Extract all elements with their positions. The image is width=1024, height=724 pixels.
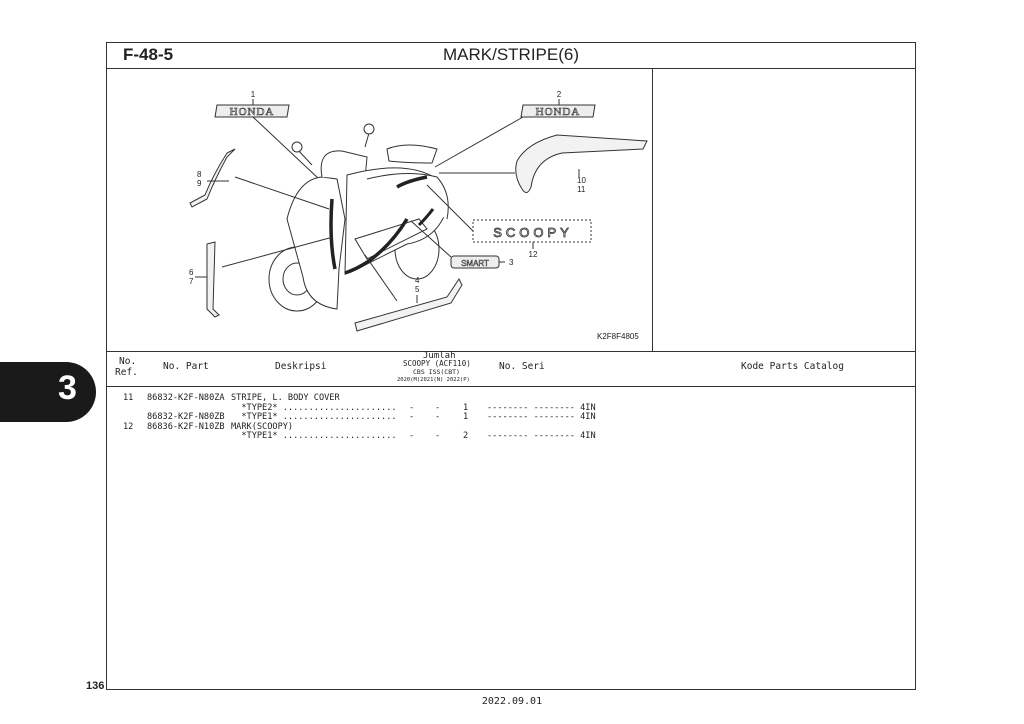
diagram-ref-code: K2F8F4805	[597, 332, 639, 341]
exploded-diagram	[107, 69, 653, 351]
honda-emblem-left	[215, 105, 289, 118]
svg-text:SMART: SMART	[461, 259, 489, 268]
header-bar	[107, 43, 915, 69]
table-row: *TYPE1* ...................... - - 2 -------- -------- 4IN	[231, 431, 596, 441]
stripe-part-6-7	[207, 242, 219, 317]
stripe-part-4-5	[355, 279, 462, 331]
parts-table	[107, 393, 915, 441]
col-no-ref: No.	[119, 356, 137, 367]
callout-4: 4	[415, 276, 420, 285]
callout-6: 6	[189, 268, 194, 277]
col-no-seri: No. Seri	[499, 361, 545, 372]
col-model: SCOOPY (ACF110)	[403, 359, 471, 368]
callout-7: 7	[189, 277, 194, 286]
col-jumlah: Jumlah	[423, 351, 456, 361]
svg-text:HONDA: HONDA	[229, 106, 275, 118]
callout-9: 9	[197, 179, 202, 188]
side-panel	[653, 69, 915, 351]
parts-frame	[106, 42, 916, 690]
callout-12: 12	[528, 250, 538, 259]
col-deskripsi: Deskripsi	[275, 361, 327, 372]
diagram-svg	[107, 69, 653, 351]
page-number: 136	[86, 680, 105, 692]
figure-code: F-48-5	[123, 45, 174, 64]
section-number: 3	[58, 369, 77, 407]
table-row: 86832-K2F-N80ZB *TYPE1* ...................... - - 1 -------- -------- 4IN	[147, 412, 596, 422]
page-title: MARK/STRIPE(6)	[442, 45, 580, 64]
col-variants: CBS ISS(CBT)	[413, 368, 460, 376]
svg-text:HONDA: HONDA	[535, 106, 581, 118]
table-row: 12 86836-K2F-N10ZB MARK(SCOOPY)	[123, 421, 294, 432]
table-header	[107, 351, 915, 387]
callout-3: 3	[509, 258, 514, 267]
callout-8: 8	[197, 170, 202, 179]
honda-emblem-right	[521, 105, 595, 118]
callout-2: 2	[556, 90, 562, 99]
col-years: 2020(M)2021(N) 2022(P)	[397, 377, 470, 383]
callout-10: 10	[577, 176, 586, 185]
col-no-part: No. Part	[163, 361, 209, 372]
scoopy-mark: SCOOPY	[493, 225, 573, 240]
col-kode: Kode Parts Catalog	[741, 361, 844, 372]
col-no-ref-2: Ref.	[115, 367, 138, 378]
scooter-outline	[269, 124, 448, 311]
callout-5: 5	[415, 285, 420, 294]
footer-date: 2022.09.01	[481, 696, 543, 707]
callout-1: 1	[250, 90, 256, 99]
section-tab	[0, 362, 96, 422]
callout-11: 11	[577, 185, 586, 194]
table-row: *TYPE2* ...................... - - 1 -------- -------- 4IN	[231, 402, 596, 413]
table-row: 11 86832-K2F-N80ZA STRIPE, L. BODY COVER	[123, 393, 340, 403]
